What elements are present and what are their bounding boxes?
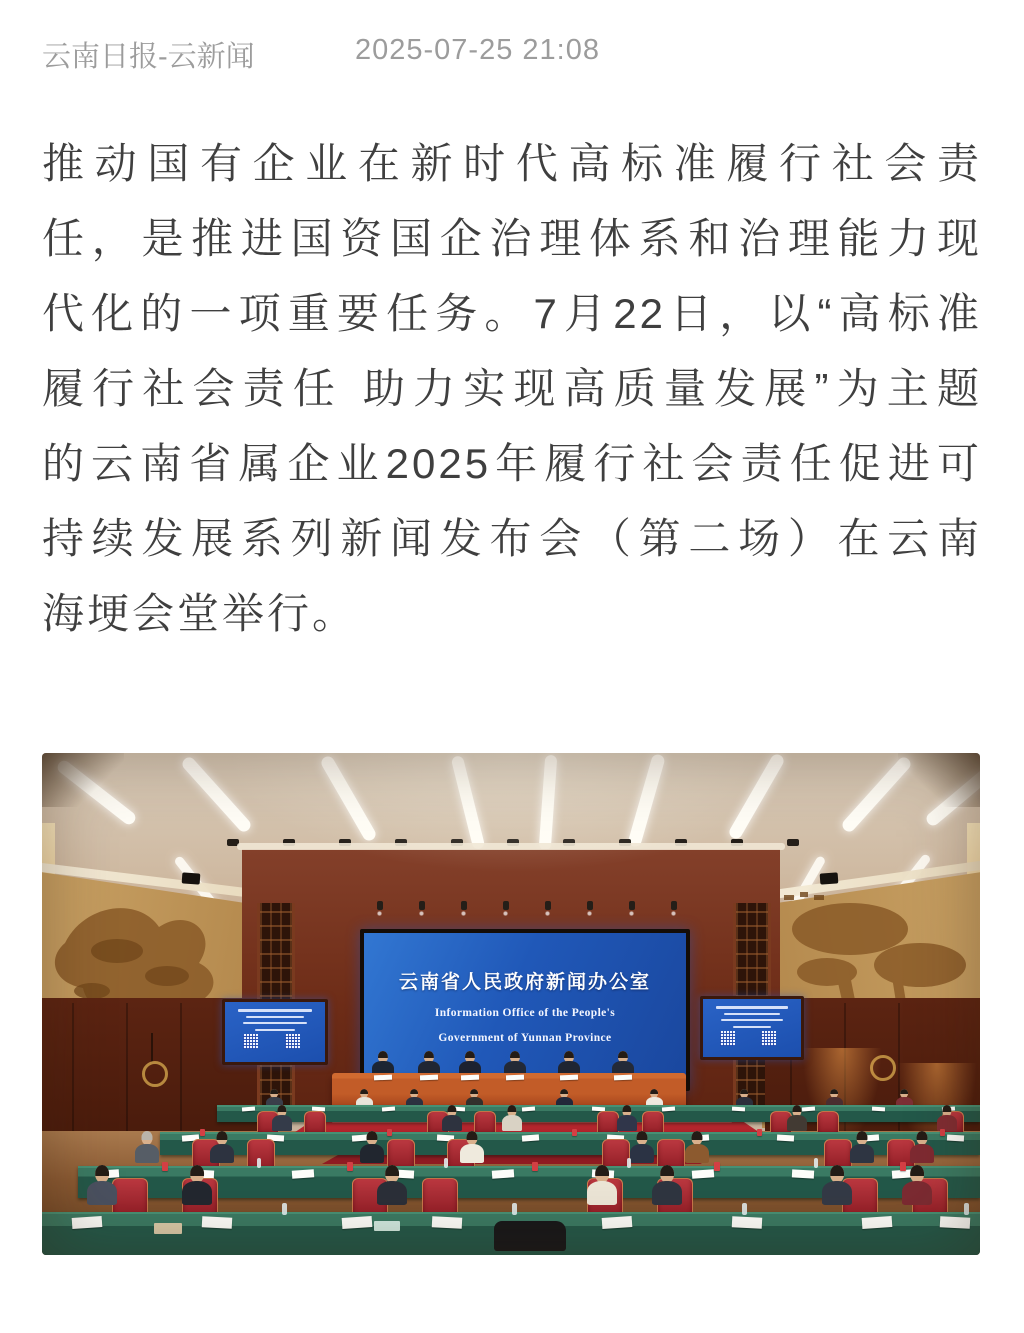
table-paper — [940, 1216, 971, 1229]
table-props — [42, 753, 980, 1255]
black-bag — [494, 1221, 566, 1251]
article-line: 履行社会责任 助力实现高质量发展”为主题 — [42, 365, 982, 412]
table-paper — [732, 1216, 763, 1229]
main-screen-title-en-line2: Government of Yunnan Province — [438, 1032, 612, 1044]
booklet — [154, 1223, 182, 1234]
article-line: 持续发展系列新闻发布会（第二场）在云南 — [42, 515, 982, 562]
main-screen-title-zh: 云南省人民政府新闻办公室 — [398, 972, 651, 993]
article-line: 的云南省属企业2025年履行社会责任促进可 — [42, 440, 982, 487]
water-bottle — [742, 1203, 747, 1215]
water-bottle — [282, 1203, 287, 1215]
table-paper — [72, 1216, 103, 1229]
table-paper — [202, 1216, 233, 1229]
article-header — [42, 34, 982, 74]
table-paper — [432, 1216, 463, 1229]
press-conference-photo[interactable] — [42, 753, 980, 1255]
article-line: 代化的一项重要任务。7月22日，以“高标准 — [42, 290, 982, 337]
table-paper — [602, 1216, 633, 1229]
article-line: 任，是推进国资国企治理体系和治理能力现 — [42, 215, 982, 262]
article-line: 海埂会堂举行。 — [42, 590, 358, 637]
table-paper — [862, 1216, 893, 1229]
table-paper — [342, 1216, 373, 1229]
publish-datetime: 2025-07-25 21:08 — [355, 34, 600, 66]
booklet — [374, 1221, 400, 1231]
article-line: 推动国有企业在新时代高标准履行社会责 — [42, 140, 982, 187]
water-bottle — [964, 1203, 969, 1215]
source-name[interactable]: 云南日报-云新闻 — [42, 41, 255, 73]
water-bottle — [512, 1203, 517, 1215]
main-screen-title-en-line1: Information Office of the People's — [434, 1007, 616, 1019]
article-body — [42, 126, 982, 651]
